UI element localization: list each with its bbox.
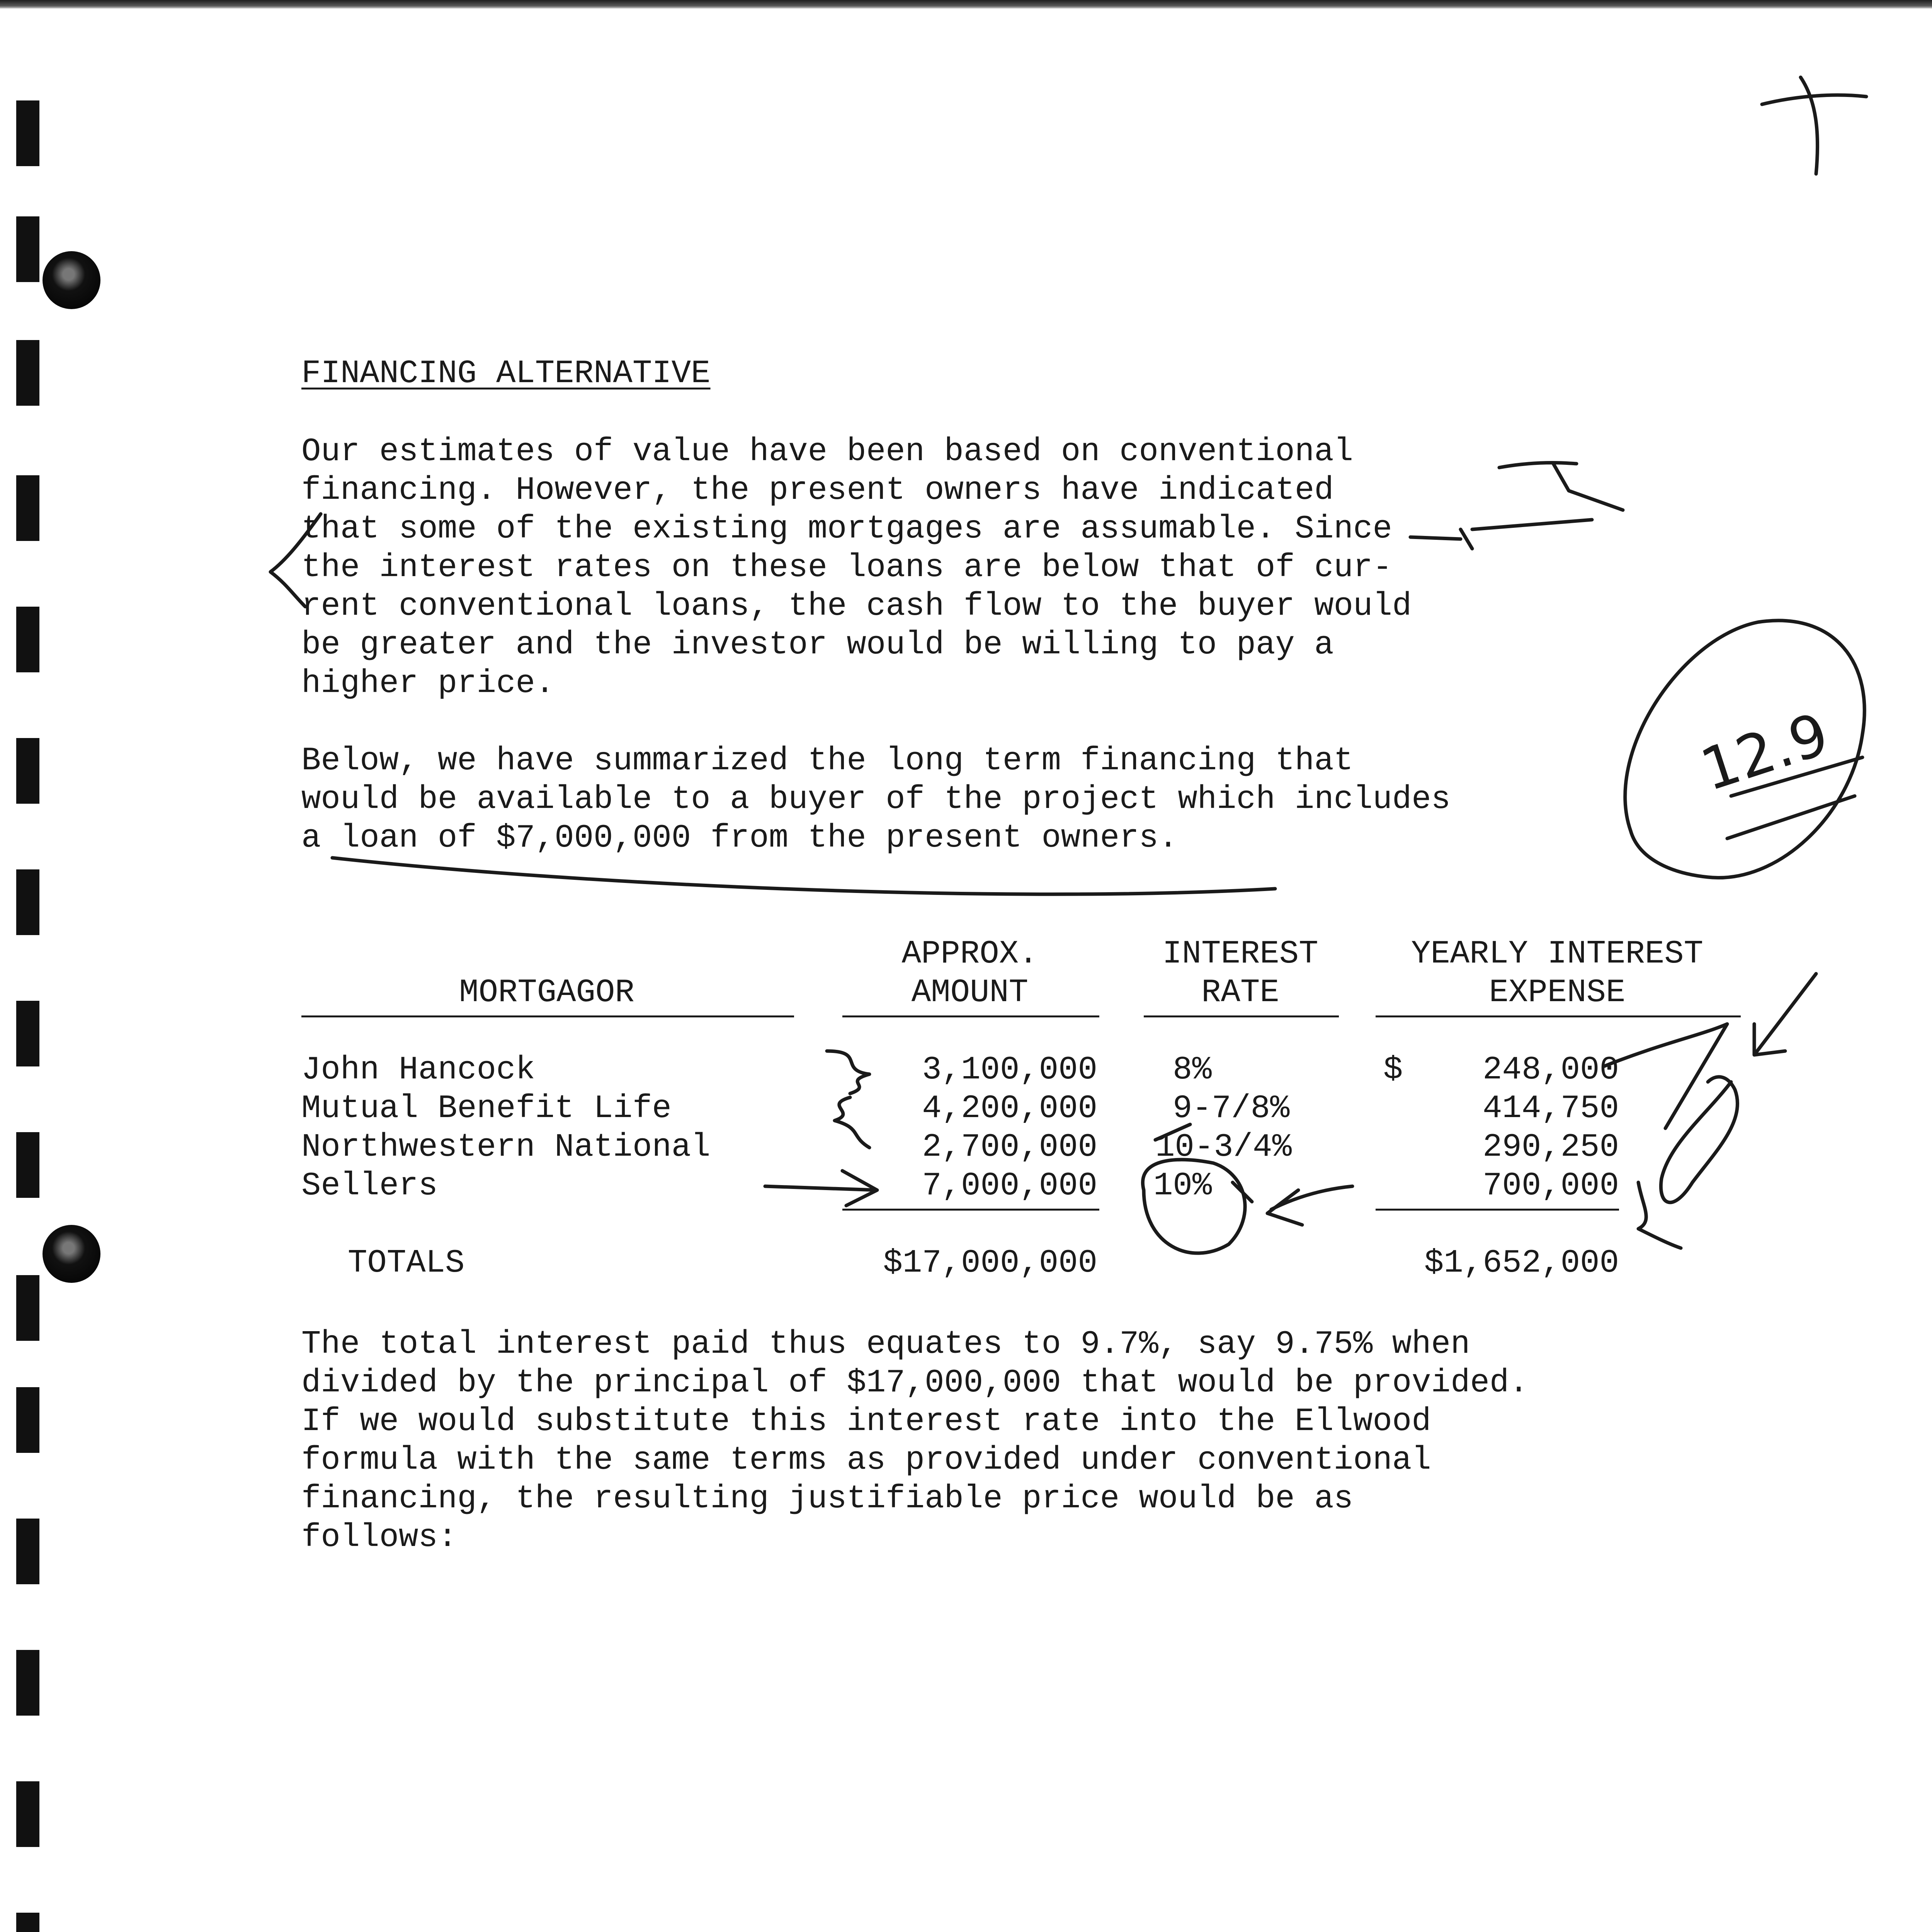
cell-mortgagor: John Hancock	[301, 1052, 535, 1088]
text-line: If we would substitute this interest rate into the Ellwood	[301, 1403, 1431, 1440]
binder-punch-mark	[16, 1001, 39, 1066]
binder-punch-mark	[16, 1519, 39, 1584]
binder-punch-mark	[16, 1913, 39, 1932]
text-line: the interest rates on these loans are below that of cur-	[301, 549, 1392, 586]
binder-punch-mark	[16, 100, 39, 166]
bracket-mark	[1604, 1024, 1727, 1128]
paragraph-conclusion	[301, 1325, 1529, 1557]
totals-label: TOTALS	[348, 1245, 465, 1282]
subtotal-rule	[842, 1209, 1099, 1211]
paragraph-financing	[301, 433, 1412, 703]
header-rule	[842, 1015, 1099, 1017]
cell-mortgagor: Sellers	[301, 1168, 438, 1204]
cell-amount: 7,000,000	[922, 1168, 1097, 1204]
cell-expense: 290,250	[1483, 1129, 1619, 1166]
header-expense-line1: YEARLY INTEREST	[1411, 936, 1704, 973]
cell-mortgagor: Mutual Benefit Life	[301, 1090, 672, 1127]
underline-mark	[332, 858, 1275, 894]
binder-hole	[43, 1225, 100, 1283]
cell-expense: 414,750	[1483, 1090, 1619, 1127]
header-rule	[301, 1015, 794, 1017]
text-line: follows:	[301, 1519, 457, 1556]
binder-punch-mark	[16, 607, 39, 672]
section-heading: FINANCING ALTERNATIVE	[301, 355, 711, 392]
header-rate-line1: INTEREST	[1162, 936, 1318, 973]
text-line: divided by the principal of $17,000,000 that would be provided.	[301, 1365, 1529, 1401]
header-expense-line2: EXPENSE	[1489, 975, 1626, 1011]
binder-punch-mark	[16, 869, 39, 935]
binder-punch-mark	[16, 1781, 39, 1847]
subtotal-rule	[1376, 1209, 1619, 1211]
text-line: financing. However, the present owners have indicated	[301, 472, 1334, 509]
binder-punch-mark	[16, 1132, 39, 1198]
totals-expense: $1,652,000	[1424, 1245, 1619, 1282]
tick-mark	[1233, 1182, 1252, 1202]
header-rate-line2: RATE	[1201, 975, 1279, 1011]
cell-rate: 10%	[1153, 1168, 1212, 1204]
margin-tick-mark	[1801, 77, 1818, 174]
paragraph-summary	[301, 742, 1451, 858]
totals-amount: $17,000,000	[883, 1245, 1097, 1282]
header-mortgagor: MORTGAGOR	[459, 975, 634, 1011]
edit-mark	[1461, 520, 1592, 549]
bracket-mark	[1638, 1182, 1681, 1248]
edit-mark	[1499, 463, 1623, 510]
cell-rate: 8%	[1173, 1052, 1212, 1088]
arrow-mark	[1267, 1186, 1352, 1225]
binder-punch-mark	[16, 216, 39, 282]
header-rule	[1376, 1015, 1741, 1017]
text-line: Below, we have summarized the long term financing that	[301, 743, 1354, 779]
scan-top-edge	[0, 0, 1932, 9]
squiggle-mark	[1661, 1077, 1737, 1202]
text-line: The total interest paid thus equates to 9.7%, say 9.75% when	[301, 1326, 1470, 1363]
cell-amount: 4,200,000	[922, 1090, 1097, 1127]
edit-mark	[1410, 537, 1461, 539]
cell-mortgagor: Northwestern National	[301, 1129, 711, 1166]
text-line: financing, the resulting justifiable price would be as	[301, 1481, 1354, 1517]
arrow-mark	[1754, 974, 1816, 1055]
margin-tick-mark	[1762, 95, 1866, 104]
binder-punch-mark	[16, 340, 39, 406]
text-line: rent conventional loans, the cash flow to the buyer would	[301, 588, 1412, 625]
binder-punch-mark	[16, 738, 39, 804]
cell-dollar-sign: $	[1383, 1052, 1403, 1088]
header-rule	[1144, 1015, 1339, 1017]
cell-expense: 700,000	[1483, 1168, 1619, 1204]
handwritten-margin-note: 12.9	[1693, 700, 1837, 804]
text-line: higher price.	[301, 665, 555, 702]
text-line: Our estimates of value have been based on conventional	[301, 434, 1354, 470]
binder-punch-mark	[16, 475, 39, 541]
text-line: a loan of $7,000,000 from the present owners.	[301, 820, 1178, 857]
cell-amount: 2,700,000	[922, 1129, 1097, 1166]
binder-hole	[43, 251, 100, 309]
text-line: would be available to a buyer of the project which includes	[301, 781, 1451, 818]
cell-expense: 248,000	[1483, 1052, 1619, 1088]
text-line: formula with the same terms as provided under conventional	[301, 1442, 1431, 1479]
cell-rate: 10-3/4%	[1155, 1129, 1292, 1166]
header-amount-line2: AMOUNT	[911, 975, 1029, 1011]
cell-amount: 3,100,000	[922, 1052, 1097, 1088]
text-line: be greater and the investor would be willing to pay a	[301, 627, 1334, 663]
binder-punch-mark	[16, 1650, 39, 1716]
binder-punch-mark	[16, 1387, 39, 1453]
header-amount-line1: APPROX.	[901, 936, 1038, 973]
cell-rate: 9-7/8%	[1173, 1090, 1290, 1127]
text-line: that some of the existing mortgages are assumable. Since	[301, 511, 1392, 548]
binder-punch-mark	[16, 1275, 39, 1341]
